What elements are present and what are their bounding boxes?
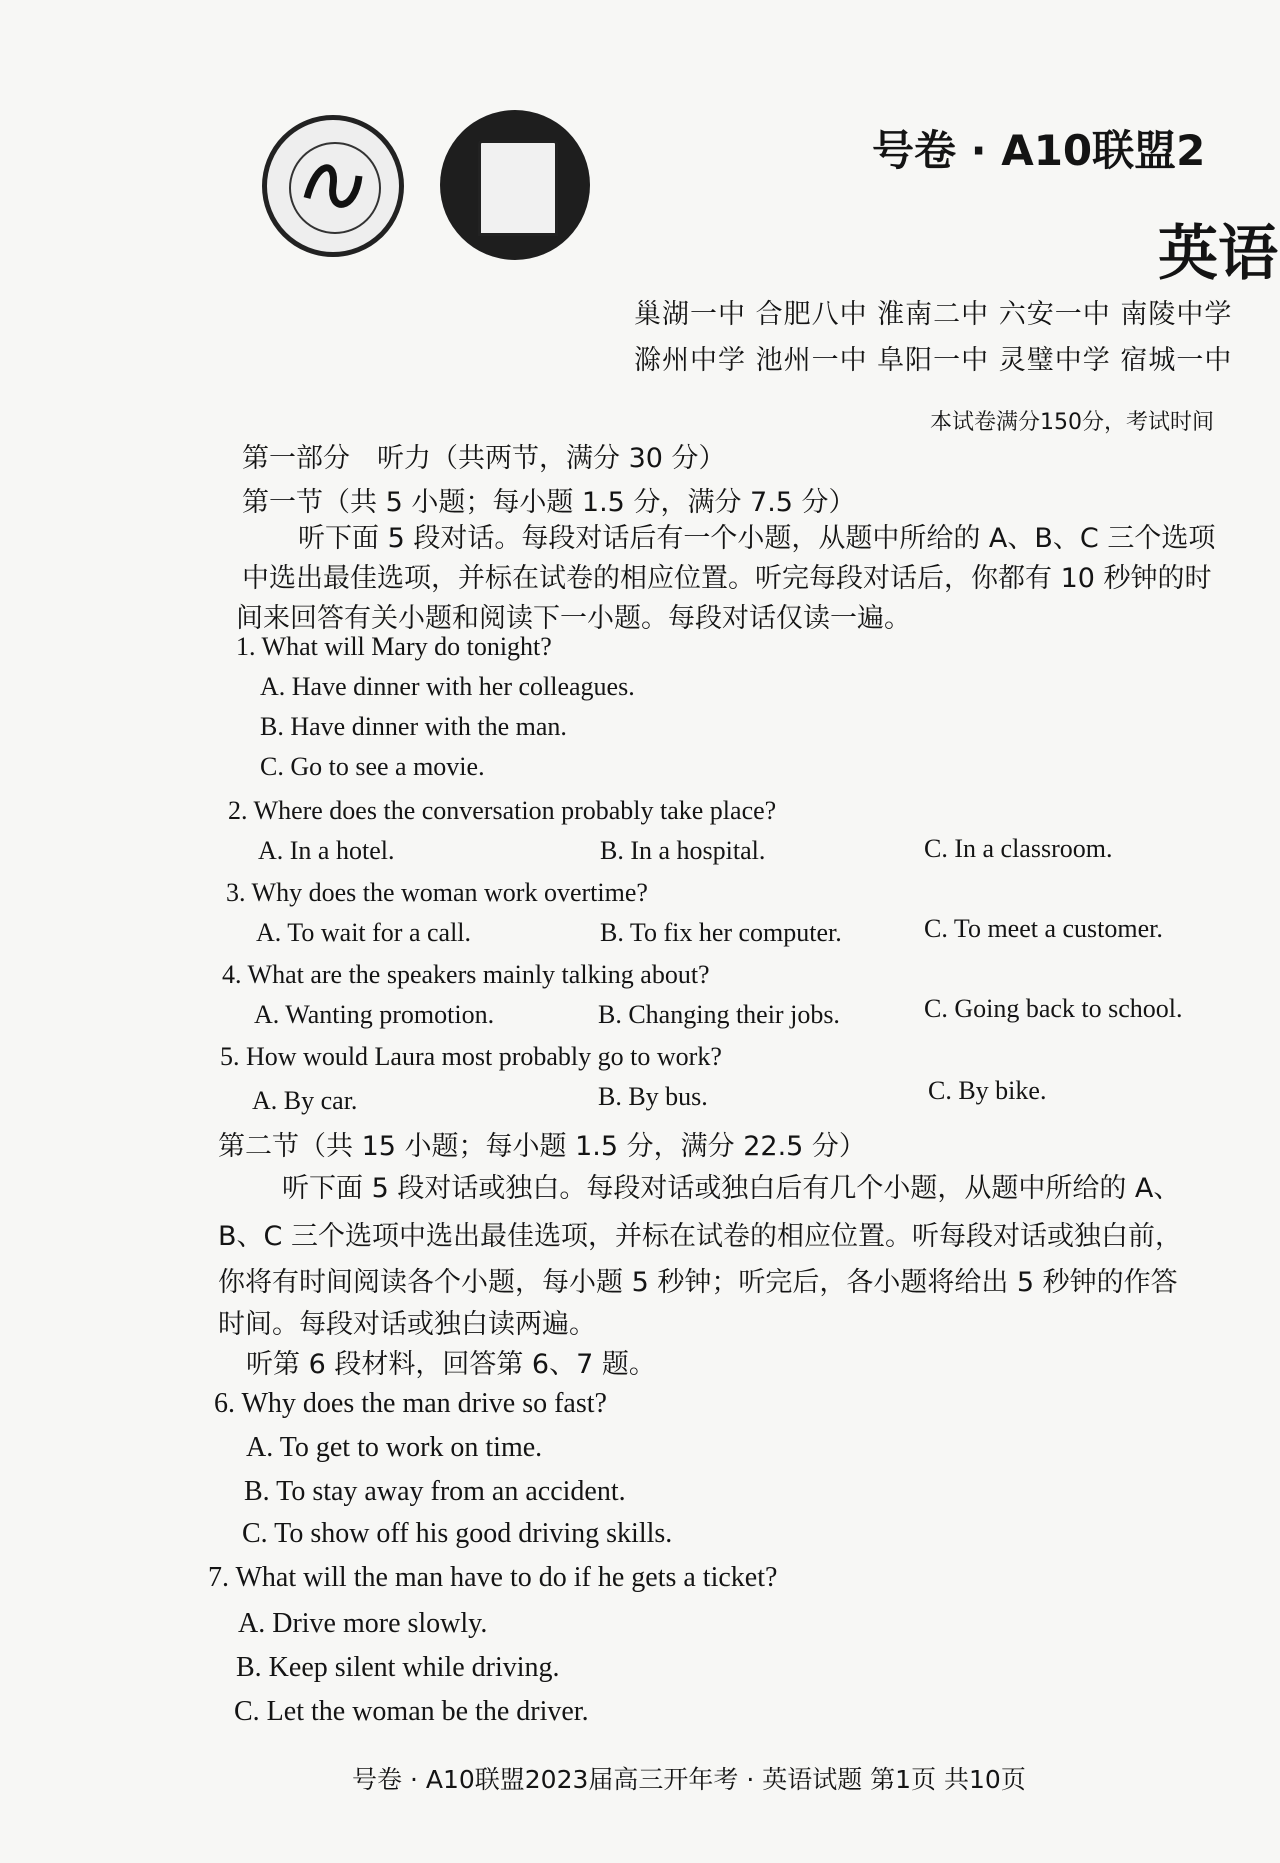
question-1-option-c: C. Go to see a movie. xyxy=(260,752,485,781)
question-3-option-a: A. To wait for a call. xyxy=(256,918,472,947)
question-3-option-b: B. To fix her computer. xyxy=(600,918,842,947)
exam-note: 本试卷满分150分，考试时间 xyxy=(930,410,1214,435)
question-5-option-c: C. By bike. xyxy=(928,1076,1047,1105)
question-7-option-a: A. Drive more slowly. xyxy=(238,1608,488,1639)
question-6-option-b: B. To stay away from an accident. xyxy=(244,1476,626,1507)
page-footer: 号卷 · A10联盟2023届高三开年考 · 英语试题 第1页 共10页 xyxy=(352,1765,1026,1794)
question-6: 6. Why does the man drive so fast? xyxy=(214,1388,607,1419)
section2-instruction-1: 听下面 5 段对话或独白。每段对话或独白后有几个小题，从题中所给的 A、 xyxy=(282,1173,1181,1204)
question-2-option-b: B. In a hospital. xyxy=(600,836,766,865)
question-7: 7. What will the man have to do if he gets a ticket? xyxy=(208,1562,778,1593)
section1-instruction-1: 听下面 5 段对话。每段对话后有一个小题，从题中所给的 A、B、C 三个选项 xyxy=(298,523,1216,554)
section2-instruction-2: B、C 三个选项中选出最佳选项，并标在试卷的相应位置。听每段对话或独白前， xyxy=(218,1221,1182,1252)
subject-title: 英语 xyxy=(1158,219,1278,289)
question-4-option-b: B. Changing their jobs. xyxy=(598,1000,840,1029)
question-5: 5. How would Laura most probably go to work? xyxy=(220,1042,722,1071)
alliance-logo xyxy=(262,115,404,257)
part1-title: 第一部分 听力（共两节，满分 30 分） xyxy=(242,443,726,474)
education-logo xyxy=(440,110,590,260)
section2-title: 第二节（共 15 小题；每小题 1.5 分，满分 22.5 分） xyxy=(218,1131,866,1162)
section2-instruction-4: 时间。每段对话或独白读两遍。 xyxy=(218,1309,596,1340)
section1-instruction-3: 间来回答有关小题和阅读下一小题。每段对话仅读一遍。 xyxy=(236,603,911,634)
question-6-option-a: A. To get to work on time. xyxy=(246,1432,543,1463)
question-4: 4. What are the speakers mainly talking about? xyxy=(222,960,710,989)
question-1-option-b: B. Have dinner with the man. xyxy=(260,712,567,741)
question-2: 2. Where does the conversation probably take place? xyxy=(228,796,777,825)
question-6-option-c: C. To show off his good driving skills. xyxy=(242,1518,673,1549)
question-7-option-c: C. Let the woman be the driver. xyxy=(234,1696,589,1727)
question-4-option-c: C. Going back to school. xyxy=(924,994,1183,1023)
question-4-option-a: A. Wanting promotion. xyxy=(254,1000,495,1029)
schools-row-2: 滁州中学 池州一中 阜阳一中 灵璧中学 宿城一中 xyxy=(634,345,1233,376)
alliance-logo-mark xyxy=(267,120,399,252)
question-3: 3. Why does the woman work overtime? xyxy=(226,878,648,907)
schools-row-1: 巢湖一中 合肥八中 淮南二中 六安一中 南陵中学 xyxy=(634,299,1233,330)
question-7-option-b: B. Keep silent while driving. xyxy=(236,1652,560,1683)
question-2-option-c: C. In a classroom. xyxy=(924,834,1113,863)
brand-title: 号卷 · A10联盟2 xyxy=(872,126,1206,175)
question-2-option-a: A. In a hotel. xyxy=(258,836,395,865)
question-1: 1. What will Mary do tonight? xyxy=(236,632,552,661)
section2-instruction-3: 你将有时间阅读各个小题，每小题 5 秒钟；听完后，各小题将给出 5 秒钟的作答 xyxy=(218,1267,1178,1298)
material-6-note: 听第 6 段材料，回答第 6、7 题。 xyxy=(246,1349,656,1380)
section1-instruction-2: 中选出最佳选项，并标在试卷的相应位置。听完每段对话后，你都有 10 秒钟的时 xyxy=(242,563,1212,594)
question-5-option-a: A. By car. xyxy=(252,1086,358,1115)
question-5-option-b: B. By bus. xyxy=(598,1082,708,1111)
section1-title: 第一节（共 5 小题；每小题 1.5 分，满分 7.5 分） xyxy=(242,487,856,518)
question-3-option-c: C. To meet a customer. xyxy=(924,914,1163,943)
question-1-option-a: A. Have dinner with her colleagues. xyxy=(260,672,635,701)
